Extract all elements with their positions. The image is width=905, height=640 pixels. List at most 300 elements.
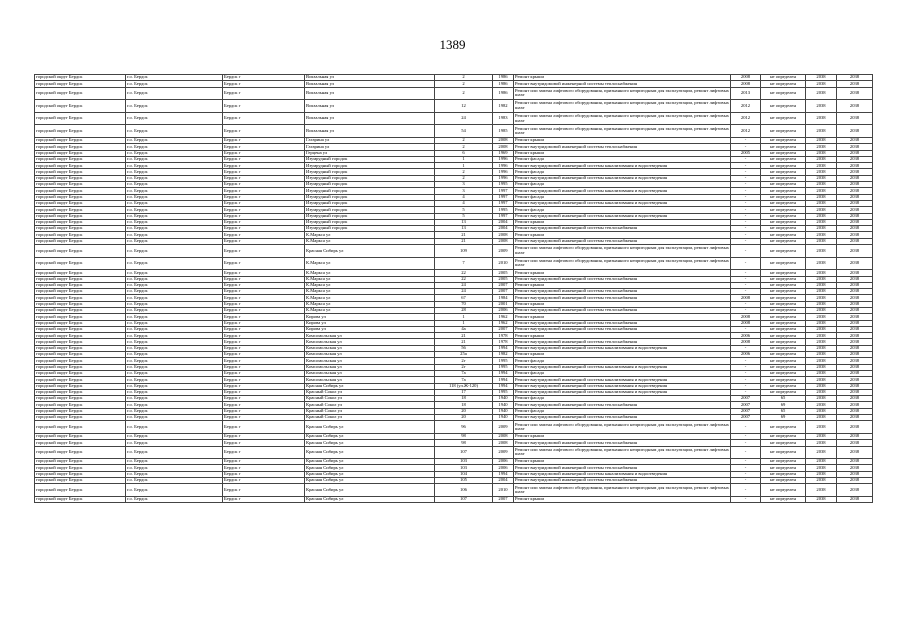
plan-year-start-cell: 2038 — [806, 75, 837, 81]
street-cell: Герцена ул — [305, 150, 435, 156]
work-type-cell: Ремонт внутридомовой инженерной системы канализования и водоотведения — [514, 345, 731, 351]
build-year-cell: 1995 — [493, 364, 514, 370]
locality-cell: Бердск г — [223, 175, 305, 181]
settlement-cell: г.о. Бердск — [126, 169, 223, 175]
table-row — [35, 421, 873, 434]
street-cell: Красная Сибирь ул — [305, 433, 435, 439]
wear-cell: не определен — [761, 383, 806, 389]
last-repair-year-cell: - — [731, 364, 761, 370]
plan-year-end-cell: 2038 — [837, 207, 873, 213]
wear-cell: не определен — [761, 238, 806, 244]
municipality-cell: городской округ Бердск — [35, 377, 126, 383]
house-number-cell: 3 — [435, 182, 493, 188]
build-year-cell: 2008 — [493, 238, 514, 244]
street-cell: Изумрудный городок — [305, 182, 435, 188]
street-cell: Красная Сибирь ул — [305, 484, 435, 497]
plan-year-start-cell: 2038 — [806, 415, 837, 421]
house-number-cell: 2 — [435, 81, 493, 87]
settlement-cell: г.о. Бердск — [126, 389, 223, 395]
house-number-cell: 1 — [435, 156, 493, 162]
wear-cell: не определен — [761, 320, 806, 326]
work-type-cell: Ремонт внутридомовой инженерной системы теплоснабжения — [514, 326, 731, 332]
plan-year-end-cell: 2038 — [837, 175, 873, 181]
house-number-cell: 2 — [435, 75, 493, 81]
wear-cell: не определен — [761, 207, 806, 213]
plan-year-start-cell: 2038 — [806, 144, 837, 150]
plan-year-start-cell: 2038 — [806, 100, 837, 113]
wear-cell: не определен — [761, 333, 806, 339]
build-year-cell: 2008 — [493, 440, 514, 446]
locality-cell: Бердск г — [223, 87, 305, 100]
plan-year-end-cell: 2038 — [837, 402, 873, 408]
wear-cell: не определен — [761, 213, 806, 219]
house-number-cell: 103 — [435, 465, 493, 471]
plan-year-end-cell: 2038 — [837, 370, 873, 376]
locality-cell: Бердск г — [223, 137, 305, 143]
street-cell: Изумрудный городок — [305, 194, 435, 200]
municipality-cell: городской округ Бердск — [35, 163, 126, 169]
work-type-cell: Ремонт внутридомовой инженерной системы канализования и водоотведения — [514, 383, 731, 389]
house-number-cell: 21 — [435, 333, 493, 339]
work-type-cell: Ремонт внутридомовой инженерной системы теплоснабжения — [514, 276, 731, 282]
plan-year-end-cell: 2038 — [837, 289, 873, 295]
street-cell: К.Маркса ул — [305, 301, 435, 307]
work-type-cell: Ремонт или замена лифтового оборудования, признанного непригодным для эксплуатации, ремонт лифтовых шахт — [514, 100, 731, 113]
last-repair-year-cell: - — [731, 459, 761, 465]
last-repair-year-cell: 2006 — [731, 352, 761, 358]
plan-year-start-cell: 2038 — [806, 478, 837, 484]
municipality-cell: городской округ Бердск — [35, 295, 126, 301]
work-type-cell: Ремонт крыши — [514, 496, 731, 502]
plan-year-start-cell: 2038 — [806, 496, 837, 502]
work-type-cell: Ремонт крыши — [514, 150, 731, 156]
locality-cell: Бердск г — [223, 459, 305, 465]
build-year-cell: 1994 — [493, 383, 514, 389]
street-cell: Вокзальная ул — [305, 112, 435, 125]
last-repair-year-cell: - — [731, 163, 761, 169]
plan-year-end-cell: 2038 — [837, 383, 873, 389]
plan-year-end-cell: 2038 — [837, 81, 873, 87]
last-repair-year-cell: 2007 — [731, 396, 761, 402]
plan-year-start-cell: 2038 — [806, 326, 837, 332]
plan-year-end-cell: 2038 — [837, 270, 873, 276]
build-year-cell: 2007 — [493, 289, 514, 295]
plan-year-start-cell: 2038 — [806, 301, 837, 307]
locality-cell: Бердск г — [223, 370, 305, 376]
plan-year-end-cell: 2038 — [837, 352, 873, 358]
settlement-cell: г.о. Бердск — [126, 307, 223, 313]
house-number-cell: 4 — [435, 200, 493, 206]
last-repair-year-cell: - — [731, 478, 761, 484]
plan-year-start-cell: 2038 — [806, 314, 837, 320]
build-year-cell: 1969 — [493, 150, 514, 156]
plan-year-end-cell: 2038 — [837, 307, 873, 313]
municipality-cell: городской округ Бердск — [35, 320, 126, 326]
build-year-cell: 1982 — [493, 352, 514, 358]
settlement-cell: г.о. Бердск — [126, 402, 223, 408]
settlement-cell: г.о. Бердск — [126, 194, 223, 200]
build-year-cell: 2010 — [493, 484, 514, 497]
plan-year-end-cell: 2038 — [837, 232, 873, 238]
house-number-cell: 98 — [435, 440, 493, 446]
plan-year-start-cell: 2038 — [806, 219, 837, 225]
street-cell: Комсомольская ул — [305, 377, 435, 383]
locality-cell: Бердск г — [223, 326, 305, 332]
table-row — [35, 112, 873, 125]
house-number-cell: 54 — [435, 125, 493, 138]
locality-cell: Бердск г — [223, 358, 305, 364]
plan-year-end-cell: 2038 — [837, 471, 873, 477]
locality-cell: Бердск г — [223, 150, 305, 156]
wear-cell: не определен — [761, 150, 806, 156]
street-cell: Комсомольская ул — [305, 333, 435, 339]
build-year-cell: 1994 — [493, 471, 514, 477]
wear-cell: не определен — [761, 257, 806, 270]
wear-cell: 69 — [761, 402, 806, 408]
wear-cell: не определен — [761, 345, 806, 351]
build-year-cell: 1997 — [493, 213, 514, 219]
wear-cell: не определен — [761, 112, 806, 125]
house-number-cell: 1 — [435, 314, 493, 320]
plan-year-start-cell: 2038 — [806, 440, 837, 446]
settlement-cell: г.о. Бердск — [126, 137, 223, 143]
street-cell: Кирова ул — [305, 326, 435, 332]
municipality-cell: городской округ Бердск — [35, 440, 126, 446]
settlement-cell: г.о. Бердск — [126, 100, 223, 113]
work-type-cell: Ремонт крыши — [514, 282, 731, 288]
house-number-cell: 28 — [435, 307, 493, 313]
settlement-cell: г.о. Бердск — [126, 370, 223, 376]
plan-year-end-cell: 2038 — [837, 478, 873, 484]
locality-cell: Бердск г — [223, 112, 305, 125]
build-year-cell: 2006 — [493, 465, 514, 471]
build-year-cell: 1962 — [493, 314, 514, 320]
municipality-cell: городской округ Бердск — [35, 81, 126, 87]
table-row — [35, 100, 873, 113]
plan-year-end-cell: 2038 — [837, 257, 873, 270]
page-number: 1389 — [439, 37, 466, 52]
house-number-cell: 24 — [435, 289, 493, 295]
last-repair-year-cell: - — [731, 257, 761, 270]
locality-cell: Бердск г — [223, 320, 305, 326]
house-number-cell: 22 — [435, 270, 493, 276]
plan-year-start-cell: 2038 — [806, 137, 837, 143]
street-cell: К.Маркса ул — [305, 282, 435, 288]
wear-cell: 69 — [761, 415, 806, 421]
municipality-cell: городской округ Бердск — [35, 314, 126, 320]
wear-cell: не определен — [761, 276, 806, 282]
plan-year-start-cell: 2038 — [806, 194, 837, 200]
locality-cell: Бердск г — [223, 415, 305, 421]
work-type-cell: Ремонт внутридомовой инженерной системы теплоснабжения — [514, 478, 731, 484]
house-number-cell: 21 — [435, 238, 493, 244]
plan-year-end-cell: 2038 — [837, 389, 873, 395]
last-repair-year-cell: - — [731, 301, 761, 307]
municipality-cell: городской округ Бердск — [35, 144, 126, 150]
plan-year-end-cell: 2038 — [837, 169, 873, 175]
street-cell: К.Маркса ул — [305, 232, 435, 238]
plan-year-start-cell: 2038 — [806, 232, 837, 238]
build-year-cell: 2010 — [493, 257, 514, 270]
settlement-cell: г.о. Бердск — [126, 465, 223, 471]
street-cell: К.Маркса ул — [305, 295, 435, 301]
house-number-cell: 105 — [435, 478, 493, 484]
municipality-cell: городской округ Бердск — [35, 478, 126, 484]
house-number-cell: 2 — [435, 169, 493, 175]
locality-cell: Бердск г — [223, 396, 305, 402]
plan-year-end-cell: 2038 — [837, 333, 873, 339]
municipality-cell: городской округ Бердск — [35, 219, 126, 225]
street-cell: Красная Сибирь ул — [305, 478, 435, 484]
locality-cell: Бердск г — [223, 289, 305, 295]
municipality-cell: городской округ Бердск — [35, 446, 126, 459]
work-type-cell: Ремонт внутридомовой инженерной системы теплоснабжения — [514, 144, 731, 150]
locality-cell: Бердск г — [223, 144, 305, 150]
house-number-cell: 1 — [435, 163, 493, 169]
last-repair-year-cell: 2012 — [731, 112, 761, 125]
settlement-cell: г.о. Бердск — [126, 112, 223, 125]
municipality-cell: городской округ Бердск — [35, 307, 126, 313]
municipality-cell: городской округ Бердск — [35, 421, 126, 434]
house-number-cell: 107 — [435, 446, 493, 459]
settlement-cell: г.о. Бердск — [126, 163, 223, 169]
settlement-cell: г.о. Бердск — [126, 232, 223, 238]
street-cell: Изумрудный городок — [305, 163, 435, 169]
house-number-cell: 24 — [435, 282, 493, 288]
build-year-cell: 1978 — [493, 333, 514, 339]
plan-year-start-cell: 2038 — [806, 125, 837, 138]
build-year-cell: 1940 — [493, 408, 514, 414]
house-number-cell: 18 — [435, 396, 493, 402]
house-number-cell: 70 — [435, 301, 493, 307]
plan-year-end-cell: 2038 — [837, 396, 873, 402]
plan-year-end-cell: 2038 — [837, 326, 873, 332]
plan-year-end-cell: 2038 — [837, 87, 873, 100]
work-type-cell: Ремонт или замена лифтового оборудования, признанного непригодным для эксплуатации, ремонт лифтовых шахт — [514, 446, 731, 459]
plan-year-end-cell: 2038 — [837, 440, 873, 446]
plan-year-start-cell: 2038 — [806, 238, 837, 244]
municipality-cell: городской округ Бердск — [35, 137, 126, 143]
municipality-cell: городской округ Бердск — [35, 188, 126, 194]
table-row — [35, 496, 873, 502]
settlement-cell: г.о. Бердск — [126, 81, 223, 87]
locality-cell: Бердск г — [223, 194, 305, 200]
settlement-cell: г.о. Бердск — [126, 200, 223, 206]
plan-year-start-cell: 2038 — [806, 370, 837, 376]
plan-year-start-cell: 2038 — [806, 81, 837, 87]
wear-cell: не определен — [761, 188, 806, 194]
locality-cell: Бердск г — [223, 219, 305, 225]
street-cell: Гагарина ул — [305, 144, 435, 150]
last-repair-year-cell: 2012 — [731, 125, 761, 138]
plan-year-start-cell: 2038 — [806, 150, 837, 156]
municipality-cell: городской округ Бердск — [35, 125, 126, 138]
house-number-cell: 12 — [435, 100, 493, 113]
locality-cell: Бердск г — [223, 238, 305, 244]
municipality-cell: городской округ Бердск — [35, 408, 126, 414]
work-type-cell: Ремонт внутридомовой инженерной системы теплоснабжения — [514, 295, 731, 301]
table-row — [35, 125, 873, 138]
plan-year-end-cell: 2038 — [837, 226, 873, 232]
settlement-cell: г.о. Бердск — [126, 270, 223, 276]
plan-year-start-cell: 2038 — [806, 112, 837, 125]
wear-cell: не определен — [761, 125, 806, 138]
plan-year-end-cell: 2038 — [837, 282, 873, 288]
last-repair-year-cell: - — [731, 188, 761, 194]
last-repair-year-cell: - — [731, 433, 761, 439]
plan-year-start-cell: 2038 — [806, 484, 837, 497]
build-year-cell: 1983 — [493, 112, 514, 125]
build-year-cell: 1940 — [493, 415, 514, 421]
wear-cell: не определен — [761, 496, 806, 502]
last-repair-year-cell: - — [731, 282, 761, 288]
wear-cell: не определен — [761, 433, 806, 439]
locality-cell: Бердск г — [223, 213, 305, 219]
build-year-cell: 1997 — [493, 200, 514, 206]
street-cell: Красный Сокол ул — [305, 396, 435, 402]
last-repair-year-cell: - — [731, 226, 761, 232]
house-number-cell: 2 — [435, 87, 493, 100]
house-number-cell: 56 — [435, 345, 493, 351]
house-number-cell: 7а — [435, 370, 493, 376]
plan-year-end-cell: 2038 — [837, 163, 873, 169]
wear-cell: не определен — [761, 163, 806, 169]
work-type-cell: Ремонт или замена лифтового оборудования, признанного непригодным для эксплуатации, ремонт лифтовых шахт — [514, 87, 731, 100]
municipality-cell: городской округ Бердск — [35, 270, 126, 276]
plan-year-start-cell: 2038 — [806, 352, 837, 358]
plan-year-start-cell: 2038 — [806, 257, 837, 270]
work-type-cell: Ремонт фасада — [514, 396, 731, 402]
street-cell: Красный Сокол ул — [305, 389, 435, 395]
build-year-cell: 1997 — [493, 188, 514, 194]
last-repair-year-cell: 2008 — [731, 81, 761, 87]
house-number-cell: 1 — [435, 320, 493, 326]
build-year-cell: 1995 — [493, 207, 514, 213]
house-number-cell: 104 — [435, 471, 493, 477]
work-type-cell: Ремонт крыши — [514, 352, 731, 358]
locality-cell: Бердск г — [223, 282, 305, 288]
plan-year-start-cell: 2038 — [806, 307, 837, 313]
locality-cell: Бердск г — [223, 245, 305, 258]
municipality-cell: городской округ Бердск — [35, 383, 126, 389]
build-year-cell: 2006 — [493, 459, 514, 465]
locality-cell: Бердск г — [223, 333, 305, 339]
work-type-cell: Ремонт фасада — [514, 169, 731, 175]
municipality-cell: городской округ Бердск — [35, 402, 126, 408]
last-repair-year-cell: 2008 — [731, 295, 761, 301]
build-year-cell: 2008 — [493, 433, 514, 439]
house-number-cell: 5 — [435, 207, 493, 213]
wear-cell: не определен — [761, 370, 806, 376]
plan-year-start-cell: 2038 — [806, 282, 837, 288]
last-repair-year-cell: - — [731, 213, 761, 219]
plan-year-end-cell: 2038 — [837, 219, 873, 225]
municipality-cell: городской округ Бердск — [35, 333, 126, 339]
plan-year-end-cell: 2038 — [837, 496, 873, 502]
street-cell: Изумрудный городок — [305, 213, 435, 219]
house-number-cell: 109 — [435, 245, 493, 258]
build-year-cell: 2001 — [493, 301, 514, 307]
plan-year-start-cell: 2038 — [806, 408, 837, 414]
settlement-cell: г.о. Бердск — [126, 364, 223, 370]
settlement-cell: г.о. Бердск — [126, 144, 223, 150]
plan-year-end-cell: 2038 — [837, 188, 873, 194]
municipality-cell: городской округ Бердск — [35, 396, 126, 402]
plan-year-start-cell: 2038 — [806, 339, 837, 345]
last-repair-year-cell: 2008 — [731, 339, 761, 345]
table-row — [35, 257, 873, 270]
wear-cell: не определен — [761, 377, 806, 383]
plan-year-end-cell: 2038 — [837, 100, 873, 113]
municipality-cell: городской округ Бердск — [35, 226, 126, 232]
plan-year-start-cell: 2038 — [806, 364, 837, 370]
wear-cell: не определен — [761, 100, 806, 113]
last-repair-year-cell: - — [731, 496, 761, 502]
plan-year-end-cell: 2038 — [837, 75, 873, 81]
last-repair-year-cell: - — [731, 238, 761, 244]
work-type-cell: Ремонт внутридомовой инженерной системы теплоснабжения — [514, 440, 731, 446]
street-cell: Кирова ул — [305, 320, 435, 326]
build-year-cell: 1982 — [493, 100, 514, 113]
locality-cell: Бердск г — [223, 163, 305, 169]
plan-year-end-cell: 2038 — [837, 156, 873, 162]
street-cell: Комсомольская ул — [305, 345, 435, 351]
house-number-cell: 2 — [435, 144, 493, 150]
settlement-cell: г.о. Бердск — [126, 440, 223, 446]
build-year-cell: 2009 — [493, 421, 514, 434]
settlement-cell: г.о. Бердск — [126, 459, 223, 465]
settlement-cell: г.о. Бердск — [126, 345, 223, 351]
house-number-cell: 5 — [435, 213, 493, 219]
work-type-cell: Ремонт внутридомовой инженерной системы теплоснабжения — [514, 402, 731, 408]
municipality-cell: городской округ Бердск — [35, 484, 126, 497]
last-repair-year-cell: - — [731, 421, 761, 434]
build-year-cell: 1996 — [493, 156, 514, 162]
plan-year-end-cell: 2038 — [837, 314, 873, 320]
settlement-cell: г.о. Бердск — [126, 396, 223, 402]
municipality-cell: городской округ Бердск — [35, 200, 126, 206]
build-year-cell: 1962 — [493, 320, 514, 326]
settlement-cell: г.о. Бердск — [126, 433, 223, 439]
build-year-cell: 2007 — [493, 282, 514, 288]
last-repair-year-cell: - — [731, 137, 761, 143]
settlement-cell: г.о. Бердск — [126, 484, 223, 497]
build-year-cell: 1940 — [493, 396, 514, 402]
plan-year-end-cell: 2038 — [837, 182, 873, 188]
last-repair-year-cell: - — [731, 156, 761, 162]
street-cell: Гагарина ул — [305, 137, 435, 143]
work-type-cell: Ремонт внутридомовой инженерной системы теплоснабжения — [514, 238, 731, 244]
plan-year-start-cell: 2038 — [806, 182, 837, 188]
last-repair-year-cell: 2005 — [731, 150, 761, 156]
plan-year-start-cell: 2038 — [806, 207, 837, 213]
street-cell: Красная Сибирь ул — [305, 465, 435, 471]
wear-cell: не определен — [761, 364, 806, 370]
build-year-cell: 1997 — [493, 194, 514, 200]
work-type-cell: Ремонт или замена лифтового оборудования, признанного непригодным для эксплуатации, ремонт лифтовых шахт — [514, 112, 731, 125]
street-cell: Изумрудный городок — [305, 156, 435, 162]
plan-year-end-cell: 2038 — [837, 200, 873, 206]
locality-cell: Бердск г — [223, 478, 305, 484]
street-cell: Вокзальная ул — [305, 87, 435, 100]
municipality-cell: городской округ Бердск — [35, 415, 126, 421]
plan-year-start-cell: 2038 — [806, 87, 837, 100]
settlement-cell: г.о. Бердск — [126, 339, 223, 345]
plan-year-start-cell: 2038 — [806, 396, 837, 402]
street-cell: Изумрудный городок — [305, 226, 435, 232]
plan-year-start-cell: 2038 — [806, 163, 837, 169]
street-cell: Комсомольская ул — [305, 358, 435, 364]
